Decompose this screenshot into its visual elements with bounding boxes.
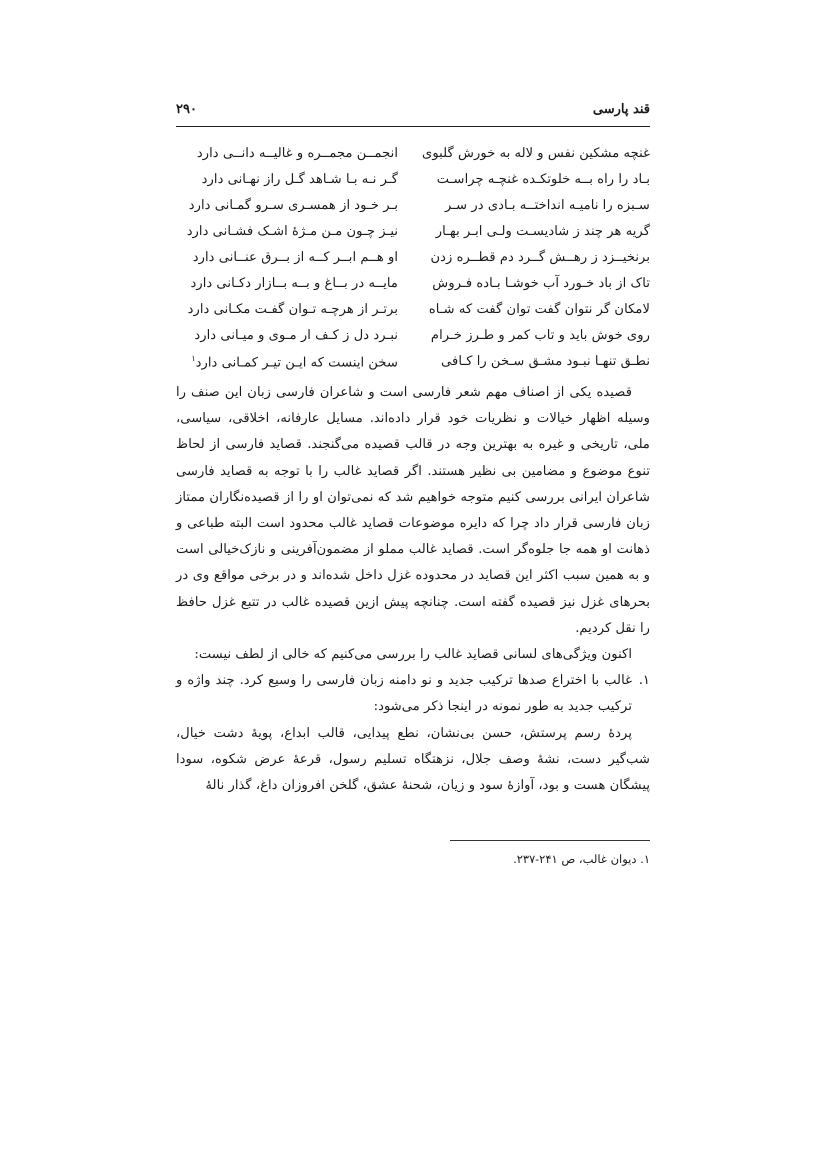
- list-item-text: غالب با اختراع صدها ترکیب جدید و نو دامنه زبان فارسی را وسیع کرد. چند واژه و ترکیب جدید به طور نمونه در اینجا ذکر می‌شود:: [176, 673, 632, 715]
- hemistich-second: [176, 250, 398, 265]
- poem-couplet: [176, 172, 650, 198]
- hemistich-first: برنخیــزد ز رهــش گــرد دم قطــره زدن: [430, 250, 650, 265]
- hemistich-second-text: او هــم ابــر کــه از بــرق عنــانی دارد: [192, 250, 398, 265]
- poem-couplet: [176, 250, 650, 276]
- hemistich-second: [176, 276, 398, 291]
- hemistich-second-text: سخن اینست که ایـن تیـر کمـانی دارد: [195, 355, 398, 371]
- body-text: [176, 380, 650, 799]
- hemistich-first: روی خوش باید و تاب کمر و طـرز خـرام: [430, 328, 650, 343]
- poem-couplet: [176, 328, 650, 354]
- hemistich-second-text: نبـرد دل ز کـف ار مـوی و میـانی دارد: [194, 328, 398, 343]
- hemistich-second: [176, 328, 398, 343]
- page-number: ۲۹۰: [176, 102, 197, 117]
- poem-couplet: [176, 276, 650, 302]
- poem-couplet: [176, 224, 650, 250]
- hemistich-second: [176, 146, 398, 161]
- hemistich-second-text: نیـز چـون مـن مـژهٔ اشـک فشـانی دارد: [186, 224, 398, 239]
- poem-block: [176, 146, 650, 380]
- hemistich-second: [176, 172, 398, 187]
- hemistich-second-text: انجمــن مجمــره و غالیــه دانــی دارد: [196, 146, 398, 161]
- list-item-number: ۱.: [638, 673, 650, 689]
- hemistich-first: غنچه مشکین نفس و لاله به خورش گلبوی: [422, 146, 650, 161]
- hemistich-second: [176, 354, 398, 370]
- hemistich-second-text: بـر خـود از همسـری سـرو گمـانی دارد: [188, 198, 398, 213]
- hemistich-first: نطـق تنهـا نبـود مشـق سـخن را کـافی: [441, 354, 650, 369]
- paragraph-compounds: پردهٔ رسم پرستش، حسن بی‌نشان، نطع پیدایی، قالب ابداع، پویهٔ دشت خیال، شب‌گیر دست، نشهٔ وصف جلال، نزهتگاه تسلیم رسول، قرعهٔ عرض شکوه، سودا پیشگان هست و بود، آوازهٔ سود و زیان، شحنهٔ عشق، گلخن افروزان داغ، گذار نالهٔ: [176, 725, 650, 794]
- paragraph-qasida: قصیده یکی از اصناف مهم شعر فارسی است و شاعران فارسی زبان این صنف را وسیله اظهار خیالات و نظریات خود قرار داده‌اند. مسایل عارفانه، اخلاقی، سیاسی، ملی، تاریخی و غیره به بهترین وجه در قالب قصیده می‌گنجند. قصاید فارسی از لحاظ تنوع موضوع و مضامین بی نظیر هستند. اگر قصاید غالب را با توجه به قصاید فارسی شاعران ایرانی بررسی کنیم متوجه خواهیم شد که نمی‌توان او را از قصیده‌نگاران ممتاز زبان فارسی قرار داد چرا که دایره موضوعات قصاید غالب محدود است البته طباعی و ذهانت او همه جا جلوه‌گر است. قصاید غالب مملو از مضمون‌آفرینی و نازک‌خیالی است و به همین سبب اکثر این قصاید در محدوده غزل داخل شده‌اند و در برخی مواقع وی در بحرهای غزل نیز قصیده گفته است. چنانچه پیش ازین قصیده غالب در تتبع غزل حافظ را نقل کردیم.: [176, 385, 650, 636]
- footnote: ۱. دیوان غالب، ص ۲۴۱-۲۳۷.: [513, 852, 650, 866]
- hemistich-second-text: مایــه در بــاغ و بــه بــازار دکـانی دارد: [190, 276, 398, 291]
- paragraph-intro: اکنون ویژگی‌های لسانی قصاید غالب را بررسی می‌کنیم که خالی از لطف نیست:: [194, 647, 632, 663]
- hemistich-first: سـبزه را نامیـه انداختــه بـادی در سـر: [445, 198, 650, 213]
- poem-couplet: [176, 146, 650, 172]
- hemistich-first: لامکان گر نتوان گفت توان گفت که شـاه: [428, 302, 650, 317]
- hemistich-first: بـاد را راه بــه خلوتکـده غنچـه چراسـت: [436, 172, 650, 187]
- running-header: [176, 100, 650, 127]
- hemistich-second-text: گـر نـه بـا شـاهد گـل راز نهـانی دارد: [201, 172, 398, 187]
- hemistich-second: [176, 198, 398, 213]
- footnote-divider: [450, 840, 650, 841]
- hemistich-first: گریه هر چند ز شادیسـت ولـی ابـر بهـار: [435, 224, 650, 239]
- hemistich-second: [176, 224, 398, 239]
- poem-couplet: [176, 198, 650, 224]
- poem-couplet: [176, 302, 650, 328]
- hemistich-second: [176, 302, 398, 317]
- list-item-1: [176, 668, 650, 720]
- hemistich-first: تاک از باد خـورد آب خوشـا بـاده فـروش: [432, 276, 650, 291]
- hemistich-second-text: برتـر از هرچـه تـوان گفـت مکـانی دارد: [187, 302, 398, 317]
- footnote-marker: ۱: [191, 354, 196, 363]
- running-title: قند پارسی: [592, 102, 650, 117]
- poem-couplet: [176, 354, 650, 380]
